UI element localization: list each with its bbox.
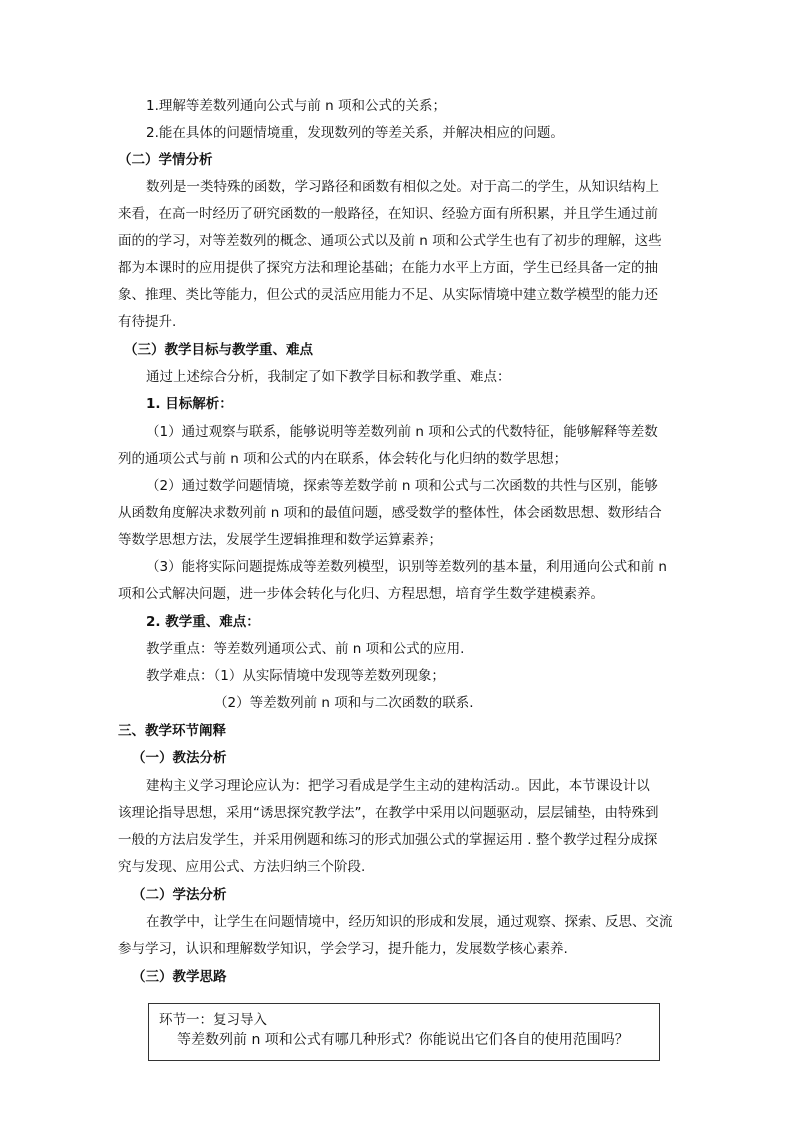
section-heading-objectives: （三）教学目标与教学重、难点	[124, 342, 313, 358]
box-question: 等差数列前 n 项和公式有哪几种形式？你能说出它们各自的使用范围吗？	[177, 1032, 629, 1048]
paragraph-line: 都为本课时的应用提供了探究方法和理论基础；在能力水平上方面，学生已经具备一定的抽	[118, 260, 658, 276]
paragraph-line: 教学难点：（1）从实际情境中发现等差数列现象；	[146, 668, 445, 684]
objective-line-1: 1.理解等差数列通向公式与前 n 项和公式的关系；	[146, 98, 447, 114]
section-heading-teaching-method: （一）教法分析	[132, 750, 227, 766]
paragraph-line: 该理论指导思想，采用“诱思探究教学法”，在教学中采用以问题驱动，层层铺垫，由特殊到	[118, 805, 659, 821]
paragraph-line: 通过上述综合分析，我制定了如下教学目标和教学重、难点：	[146, 369, 511, 385]
paragraph-line: 在教学中，让学生在问题情境中，经历知识的形成和发展，通过观察、探索、反思、交流	[146, 914, 673, 930]
step-one-box	[148, 1003, 660, 1061]
paragraph-line: 建构主义学习理论应认为：把学习看成是学生主动的建构活动.。因此，本节课设计以	[146, 778, 650, 794]
box-title: 环节一：复习导入	[159, 1012, 267, 1028]
paragraph-line: 象、推理、类比等能力，但公式的灵活应用能力不足、从实际情境中建立数学模型的能力还	[118, 287, 658, 303]
paragraph-line: 教学重点：等差数列通项公式、前 n 项和公式的应用.	[146, 641, 465, 657]
subheading-key-points: 2. 教学重、难点：	[146, 614, 260, 630]
paragraph-line: 有待提升.	[118, 314, 177, 330]
paragraph-line: 究与发现、应用公式、方法归纳三个阶段.	[118, 859, 366, 875]
paragraph-line: 从函数角度解决求数列前 n 项和的最值问题，感受数学的整体性，体会函数思想、数形结合	[118, 505, 662, 521]
section-heading-teaching-approach: （三）教学思路	[132, 969, 227, 985]
paragraph-line: 一般的方法启发学生，并采用例题和练习的形式加强公式的掌握运用 . 整个教学过程分成探	[118, 832, 658, 848]
subheading-objective-analysis: 1. 目标解析：	[146, 396, 233, 412]
objective-line-2: 2.能在具体的问题情境重，发现数列的等差关系，并解决相应的问题。	[146, 125, 564, 141]
paragraph-line: （2）通过数学问题情境，探索等差数学前 n 项和公式与二次函数的共性与区别，能够	[146, 478, 658, 494]
paragraph-line: （3）能将实际问题提炼成等差数列模型，识别等差数列的基本量，利用通向公式和前 n	[146, 559, 667, 575]
paragraph-line: 列的通项公式与前 n 项和公式的内在联系，体会转化与化归纳的数学思想；	[118, 451, 568, 467]
section-heading-learning-analysis: （二）学情分析	[118, 152, 213, 168]
paragraph-line: （1）通过观察与联系，能够说明等差数列前 n 项和公式的代数特征，能够解释等差数	[146, 424, 658, 440]
section-heading-learning-method: （二）学法分析	[132, 887, 227, 903]
paragraph-line: 来看，在高一时经历了研究函数的一般路径，在知识、经验方面有所积累，并且学生通过前	[118, 206, 658, 222]
chapter-heading-teaching-steps: 三、教学环节阐释	[118, 723, 226, 739]
paragraph-line: （2）等差数列前 n 项和与二次函数的联系.	[214, 695, 474, 711]
paragraph-line: 项和公式解决问题，进一步体会转化与化归、方程思想，培育学生数学建模素养。	[118, 586, 604, 602]
paragraph-line: 等数学思想方法，发展学生逻辑推理和数学运算素养；	[118, 532, 442, 548]
paragraph-line: 参与学习，认识和理解数学知识，学会学习，提升能力，发展数学核心素养.	[118, 941, 568, 957]
paragraph-line: 数列是一类特殊的函数，学习路径和函数有相似之处。对于高二的学生，从知识结构上	[146, 179, 659, 195]
paragraph-line: 面的的学习，对等差数列的概念、通项公式以及前 n 项和公式学生也有了初步的理解，这些	[118, 233, 662, 249]
